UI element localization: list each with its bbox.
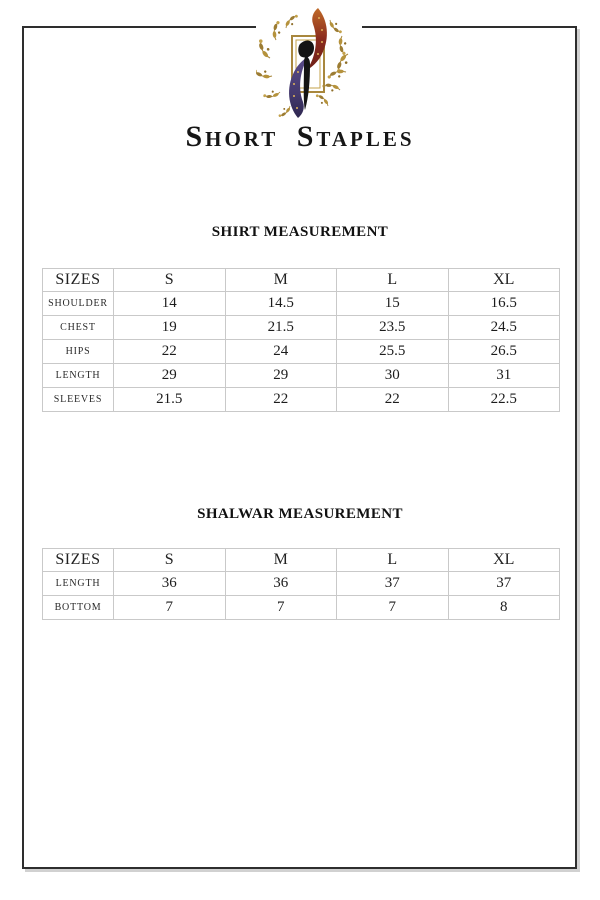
measurement-value: 21.5: [114, 388, 226, 412]
table-row-length: [43, 572, 560, 596]
column-header-sizes: SIZES: [43, 269, 114, 292]
row-label: SHOULDER: [43, 292, 114, 316]
column-header-s: S: [114, 269, 226, 292]
table-row-chest: [43, 316, 560, 340]
measurement-value: 22: [114, 340, 226, 364]
measurement-value: 23.5: [337, 316, 449, 340]
measurement-value: 14: [114, 292, 226, 316]
row-label: CHEST: [43, 316, 114, 340]
header-row: [43, 549, 560, 572]
measurement-value: 14.5: [225, 292, 337, 316]
table-row-sleeves: [43, 388, 560, 412]
column-header-l: L: [337, 269, 449, 292]
table-row-hips: [43, 340, 560, 364]
column-header-xl: XL: [448, 269, 560, 292]
shirt-size-table: [42, 268, 560, 412]
shirt-measurement-section: [42, 268, 560, 412]
row-label: BOTTOM: [43, 596, 114, 620]
measurement-value: 16.5: [448, 292, 560, 316]
measurement-value: 8: [448, 596, 560, 620]
brand-logo: [256, 6, 362, 120]
measurement-value: 7: [337, 596, 449, 620]
measurement-value: 29: [114, 364, 226, 388]
table-row-length: [43, 364, 560, 388]
measurement-value: 31: [448, 364, 560, 388]
measurement-value: 15: [337, 292, 449, 316]
column-header-sizes: SIZES: [43, 549, 114, 572]
measurement-value: 24.5: [448, 316, 560, 340]
measurement-value: 25.5: [337, 340, 449, 364]
measurement-value: 21.5: [225, 316, 337, 340]
column-header-l: L: [337, 549, 449, 572]
column-header-m: M: [225, 269, 337, 292]
ornamental-calligraphy-emblem-icon: [256, 6, 362, 120]
measurement-value: 22: [337, 388, 449, 412]
row-label: SLEEVES: [43, 388, 114, 412]
measurement-value: 30: [337, 364, 449, 388]
measurement-value: 7: [225, 596, 337, 620]
column-header-xl: XL: [448, 549, 560, 572]
measurement-value: 29: [225, 364, 337, 388]
measurement-value: 26.5: [448, 340, 560, 364]
row-label: LENGTH: [43, 572, 114, 596]
page-title: Short Staples: [185, 120, 415, 153]
measurement-value: 36: [225, 572, 337, 596]
measurement-value: 22: [225, 388, 337, 412]
row-label: HIPS: [43, 340, 114, 364]
measurement-value: 37: [337, 572, 449, 596]
table-row-shoulder: [43, 292, 560, 316]
measurement-value: 37: [448, 572, 560, 596]
measurement-value: 19: [114, 316, 226, 340]
measurement-value: 22.5: [448, 388, 560, 412]
column-header-m: M: [225, 549, 337, 572]
shalwar-measurement-heading: SHALWAR MEASUREMENT: [197, 506, 403, 522]
shalwar-measurement-section: [42, 548, 560, 620]
measurement-value: 7: [114, 596, 226, 620]
measurement-value: 36: [114, 572, 226, 596]
header-row: [43, 269, 560, 292]
shalwar-size-table: [42, 548, 560, 620]
shirt-measurement-heading: SHIRT MEASUREMENT: [211, 224, 389, 240]
column-header-s: S: [114, 549, 226, 572]
row-label: LENGTH: [43, 364, 114, 388]
measurement-value: 24: [225, 340, 337, 364]
table-row-bottom: [43, 596, 560, 620]
